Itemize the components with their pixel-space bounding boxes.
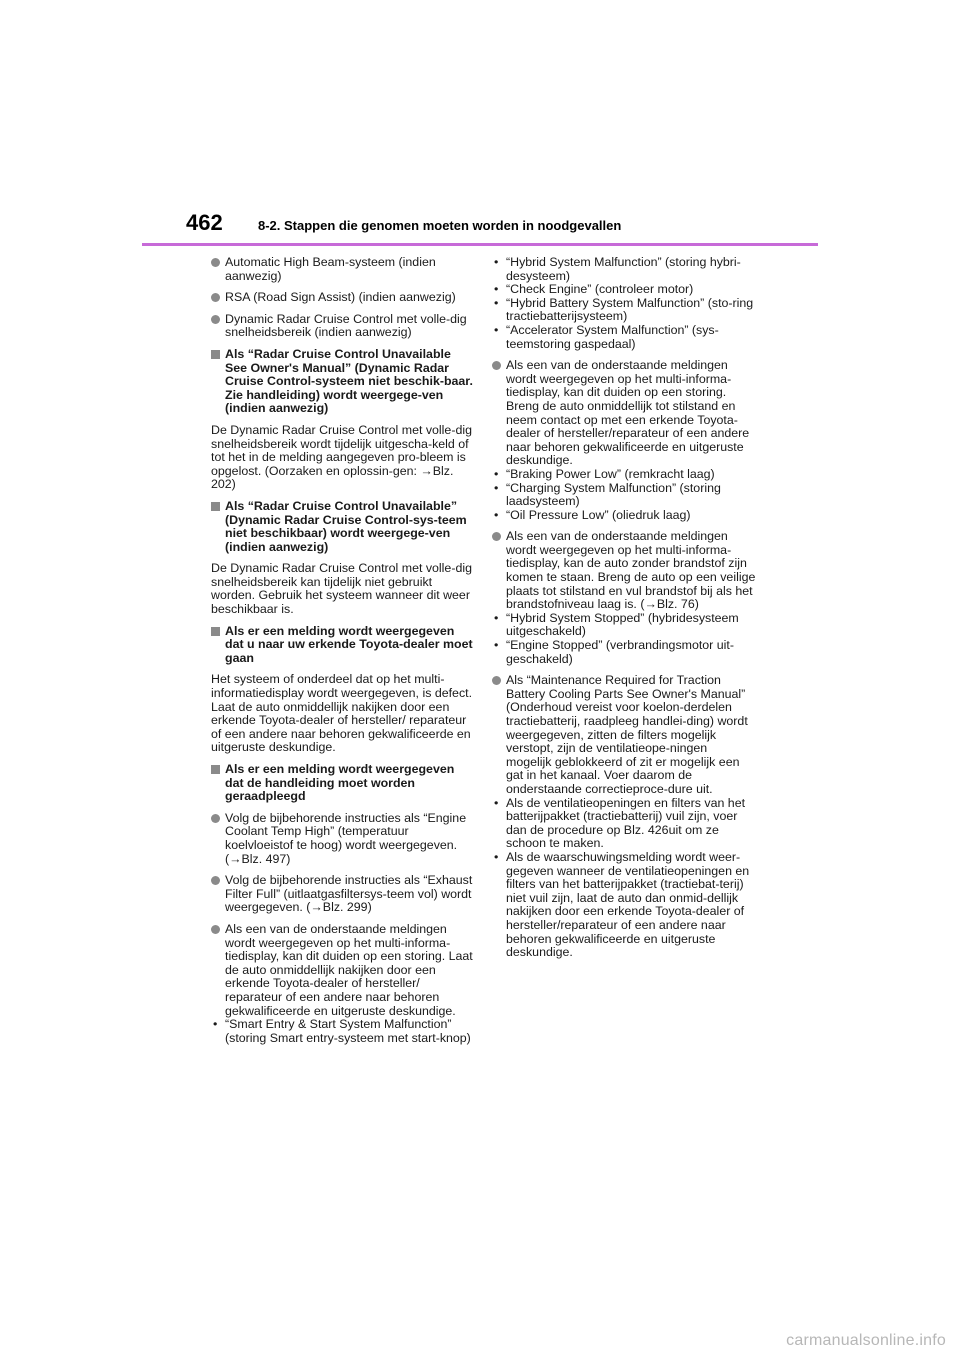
bullet-item: Als een van de onderstaande meldingen wordt weergegeven op het multi-informa-tiedisplay, kan de auto zonder brandstof zijn komen te staan. Breng de auto op een veilige plaats tot stilstand en vul brandstof bij als het brandstofniveau laag is. (→Blz. 76) <box>492 530 756 612</box>
bullet-item: Als een van de onderstaande meldingen wordt weergegeven op het multi-informa-tiedisplay, kan dit duiden op een storing. Breng de auto onmiddellijk tot stilstand en neem contact op met een erkende Toyota-dealer of hersteller/reparateur of een andere naar behoren gekwalificeerde en uitgeruste deskundige. <box>492 359 756 468</box>
subheading: Als er een melding wordt weergegeven dat de handleiding moet worden geraadpleegd <box>211 763 475 804</box>
page-number: 462 <box>186 210 223 235</box>
paragraph: De Dynamic Radar Cruise Control met volle-dig snelheidsbereik wordt tijdelijk uitgescha-keld of tot het in de melding aangegeven pro-bleem is opgelost. (Oorzaken en oplossin-gen: →Blz. 202) <box>211 422 472 492</box>
list-item: • “Accelerator System Malfunction” (sys-teemstoring gaspedaal) <box>492 324 756 351</box>
bullet-item: Automatic High Beam-systeem (indien aanwezig) <box>211 256 475 283</box>
page-header <box>0 0 960 250</box>
subheading: Als “Radar Cruise Control Unavailable See Owner's Manual” (Dynamic Radar Cruise Control-systeem niet beschik-baar. Zie handleiding) wordt weergege-ven (indien aanwezig) <box>211 348 475 416</box>
section-title: 8-2. Stappen die genomen moeten worden in noodgevallen <box>258 218 622 233</box>
list-item: • “Engine Stopped” (verbrandingsmotor uit-geschakeld) <box>492 639 756 666</box>
header-rule <box>142 243 818 246</box>
list-item: • “Charging System Malfunction” (storing laadsysteem) <box>492 482 756 509</box>
list-item: • “Hybrid Battery System Malfunction” (sto-ring tractiebatterijsysteem) <box>492 297 756 324</box>
right-column <box>492 256 756 960</box>
bullet-item: Als “Maintenance Required for Traction Battery Cooling Parts See Owner's Manual” (Onderhoud vereist voor koelon-derdelen tractiebatterij, raadpleeg handlei-ding) wordt weergegeven, zitten de filters mogelijk verstopt, zijn de ventilatieope-ningen mogelijk geblokkeerd of zit er mogelijk een gat in het kanaal. Voer daarom de onderstaande correctieproce-dure uit. <box>492 674 756 796</box>
list-item: • “Braking Power Low” (remkracht laag) <box>492 468 756 482</box>
bullet-item: RSA (Road Sign Assist) (indien aanwezig) <box>211 291 475 305</box>
list-item: • “Hybrid System Malfunction” (storing hybri-desysteem) <box>492 256 756 283</box>
paragraph: Het systeem of onderdeel dat op het multi-informatiedisplay wordt weergegeven, is defect. Laat de auto onmiddellijk nakijken door een erkende Toyota-dealer of hersteller/ reparateur of een andere naar behoren gekwalificeerde en uitgeruste deskundige. <box>211 672 473 755</box>
subheading: Als “Radar Cruise Control Unavailable” (Dynamic Radar Cruise Control-sys-teem niet beschikbaar) wordt weergege-ven (indien aanwezig) <box>211 500 475 554</box>
list-item: • Als de waarschuwingsmelding wordt weer-gegeven wanneer de ventilatieopeningen en filters van het batterijpakket (tractiebat-terij) niet vuil zijn, laat de auto dan onmid-dellijk nakijken door een erkende Toyota-dealer of hersteller/reparateur of een andere naar behoren gekwalificeerde en uitgeruste deskundige. <box>492 851 756 960</box>
list-item: • “Check Engine” (controleer motor) <box>492 283 756 297</box>
bullet-item: Als een van de onderstaande meldingen wordt weergegeven op het multi-informa-tiedisplay, kan dit duiden op een storing. Laat de auto onmiddellijk nakijken door een erkende Toyota-dealer of hersteller/ reparateur of een andere naar behoren gekwalificeerde en uitgeruste deskundige. <box>211 923 475 1018</box>
list-item: • “Hybrid System Stopped” (hybridesysteem uitgeschakeld) <box>492 612 756 639</box>
list-item: • “Oil Pressure Low” (oliedruk laag) <box>492 509 756 523</box>
list-item: • Als de ventilatieopeningen en filters van het batterijpakket (tractiebatterij) vuil zijn, voer dan de procedure op Blz. 426uit om ze schoon te maken. <box>492 797 756 851</box>
paragraph: De Dynamic Radar Cruise Control met volle-dig snelheidsbereik kan tijdelijk niet gebruikt worden. Gebruik het systeem wanneer dit weer beschikbaar is. <box>211 561 472 617</box>
subheading: Als er een melding wordt weergegeven dat u naar uw erkende Toyota-dealer moet gaan <box>211 625 475 666</box>
bullet-item: Volg de bijbehorende instructies als “Engine Coolant Temp High” (temperatuur koelvloeistof te hoog) wordt weergegeven. (→Blz. 497) <box>211 812 475 866</box>
watermark: carmanualsonline.info <box>786 1332 946 1349</box>
left-column <box>211 256 475 1045</box>
list-item: • “Smart Entry & Start System Malfunction” (storing Smart entry-systeem met start-knop) <box>211 1018 475 1045</box>
bullet-item: Dynamic Radar Cruise Control met volle-dig snelheidsbereik (indien aanwezig) <box>211 313 475 340</box>
bullet-item: Volg de bijbehorende instructies als “Exhaust Filter Full” (uitlaatgasfiltersys-teem vol) wordt weergegeven. (→Blz. 299) <box>211 874 475 915</box>
